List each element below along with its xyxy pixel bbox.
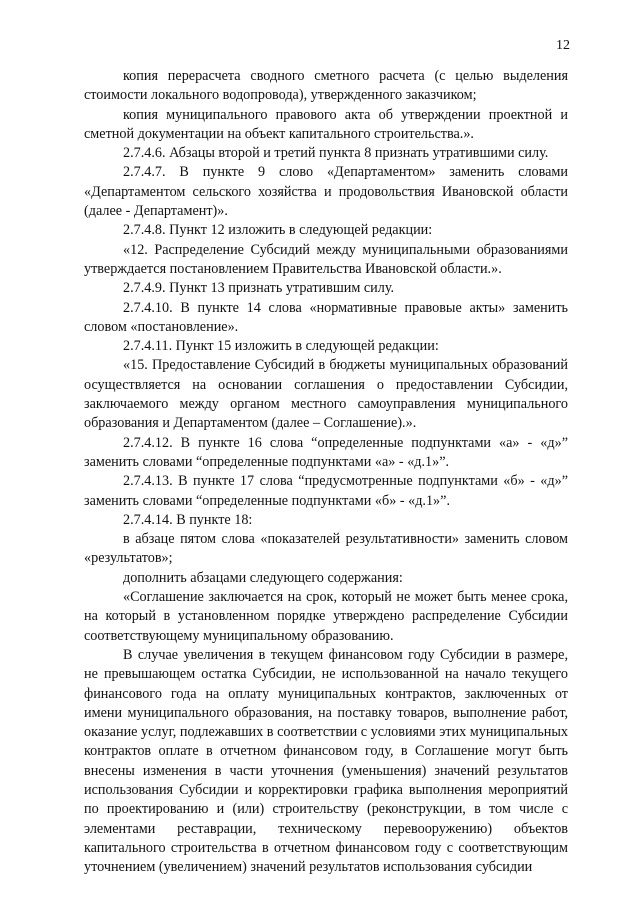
paragraph: «15. Предоставление Субсидий в бюджеты муниципальных образований осуществляется на основании соглашения о предоставлении Субсидии, заключаемого между органом местного самоуправления муниципального образования и Департаментом (далее – Соглашение).». xyxy=(84,357,568,432)
paragraph: В случае увеличения в текущем финансовом году Субсидии в размере, не превышающем остатка Субсидии, не использованной на начало текущего финансового года на оплату муниципальных контрактов, заключенных от имени муниципального образования, на поставку товаров, выполнение работ, оказание услуг, подлежавших в соответствии с условиями этих муниципальных контрактов оплате в отчетном финансовом году, в Соглашение могут быть внесены изменения в части уточнения (уменьшения) значений результатов использования Субсидии и корректировки графика выполнения мероприятий по проектированию и (или) строительству (реконструкции, в том числе с элементами реставрации, техническому перевооружению) объектов капитального строительства в отчетном финансовом году с соответствующим уточнением (увеличением) значений результатов использования субсидии xyxy=(84,646,568,876)
paragraph: в абзаце пятом слова «показателей результативности» заменить словом «результатов»; xyxy=(84,531,568,567)
page-number: 12 xyxy=(556,38,570,53)
paragraph: 2.7.4.7. В пункте 9 слово «Департаментом» заменить словами «Департаментом сельского хозяйства и продовольствия Ивановской области (далее - Департамент)». xyxy=(84,164,568,220)
paragraph: 2.7.4.6. Абзацы второй и третий пункта 8 признать утратившими силу. xyxy=(123,145,549,162)
paragraph: 2.7.4.10. В пункте 14 слова «нормативные правовые акты» заменить словом «постановление». xyxy=(84,299,568,335)
paragraph: 2.7.4.14. В пункте 18: xyxy=(123,511,253,528)
paragraph: 2.7.4.8. Пункт 12 изложить в следующей редакции: xyxy=(123,222,433,239)
paragraph: 2.7.4.9. Пункт 13 признать утратившим силу. xyxy=(123,280,395,297)
paragraph: «12. Распределение Субсидий между муниципальными образованиями утверждается постановлением Правительства Ивановской области.». xyxy=(84,241,568,277)
paragraph: дополнить абзацами следующего содержания: xyxy=(123,569,403,586)
paragraph: копия муниципального правового акта об утверждении проектной и сметной документации на объект капитального строительства.». xyxy=(84,106,568,142)
paragraph: «Соглашение заключается на срок, который не может быть менее срока, на который в установленном порядке утверждено распределение Субсидии соответствующему муниципальному образованию. xyxy=(84,589,568,644)
paragraph: копия перерасчета сводного сметного расчета (с целью выделения стоимости локального водопровода), утвержденного заказчиком; xyxy=(84,68,568,104)
paragraph: 2.7.4.13. В пункте 17 слова “предусмотренные подпунктами «б» - «д»” заменить словами “определенные подпунктами «б» - «д.1»”. xyxy=(84,473,568,509)
document-body xyxy=(84,67,568,877)
paragraph: 2.7.4.11. Пункт 15 изложить в следующей редакции: xyxy=(123,338,439,355)
paragraph: 2.7.4.12. В пункте 16 слова “определенные подпунктами «а» - «д»” заменить словами “определенные подпунктами «а» - «д.1»”. xyxy=(84,434,568,470)
